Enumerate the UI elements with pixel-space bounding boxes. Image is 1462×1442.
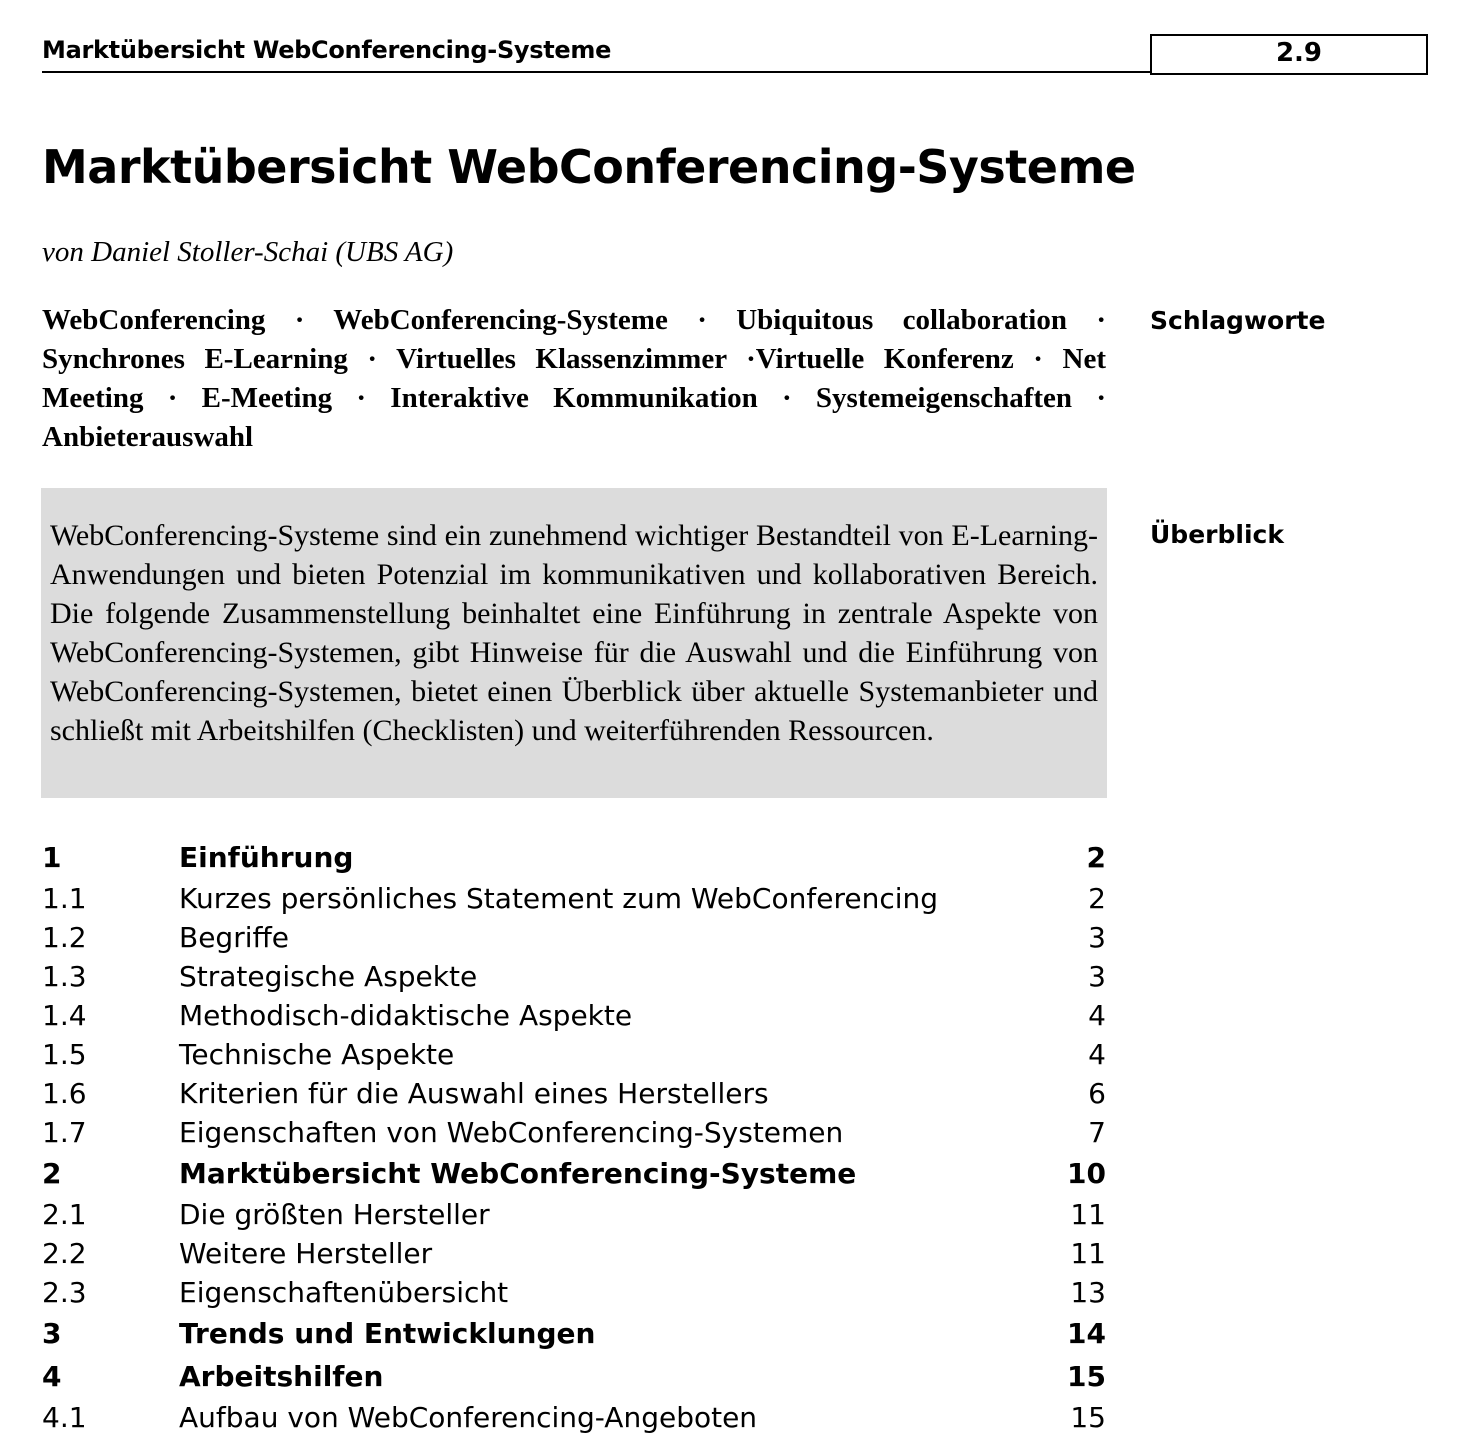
section-number-box	[1150, 34, 1428, 75]
toc-entry[interactable]	[42, 1355, 1106, 1398]
keywords-text: WebConferencing · WebConferencing-Systeme · Ubiquitous collaboration · Synchrones E-Learning · Virtuelles Klassenzimmer ·Virtuelle Konferenz · Net Meeting · E-Meeting · Interaktive Kommunikation · Systemeigenschaften · Anbieterauswahl	[42, 304, 1106, 453]
toc-entry[interactable]	[42, 1312, 1106, 1355]
toc-entry[interactable]	[42, 1273, 1106, 1312]
toc-page: 10	[1067, 1157, 1106, 1190]
toc-title: Eigenschaftenübersicht	[179, 1276, 509, 1309]
toc-entry[interactable]	[42, 1234, 1106, 1273]
toc-entry[interactable]	[42, 1398, 1106, 1437]
toc-title: Marktübersicht WebConferencing-Systeme	[179, 1157, 857, 1190]
toc-page: 11	[1070, 1198, 1106, 1231]
toc-page: 4	[1088, 1038, 1106, 1071]
toc-number: 3	[42, 1317, 62, 1350]
table-of-contents	[42, 836, 1106, 1437]
toc-entry[interactable]	[42, 918, 1106, 957]
toc-entry[interactable]	[42, 1113, 1106, 1152]
toc-number: 4	[42, 1360, 62, 1393]
toc-number: 4.1	[42, 1401, 87, 1434]
toc-page: 15	[1067, 1360, 1106, 1393]
header-rule	[42, 71, 1152, 73]
toc-title: Einführung	[179, 841, 354, 874]
toc-page: 15	[1070, 1401, 1106, 1434]
toc-page: 3	[1088, 960, 1106, 993]
toc-page: 2	[1086, 841, 1106, 874]
toc-page: 3	[1088, 921, 1106, 954]
toc-number: 1.7	[42, 1116, 87, 1149]
toc-entry[interactable]	[42, 1035, 1106, 1074]
toc-title: Eigenschaften von WebConferencing-Systemen	[179, 1116, 844, 1149]
keywords-label: Schlagworte	[1150, 306, 1326, 335]
toc-title: Trends und Entwicklungen	[179, 1317, 596, 1350]
toc-entry[interactable]	[42, 1195, 1106, 1234]
toc-number: 1.2	[42, 921, 87, 954]
toc-title: Strategische Aspekte	[179, 960, 478, 993]
toc-entry[interactable]	[42, 836, 1106, 879]
section-number: 2.9	[1275, 38, 1322, 68]
page-title: Marktübersicht WebConferencing-Systeme	[42, 140, 1136, 194]
toc-number: 1.5	[42, 1038, 87, 1071]
toc-number: 1.3	[42, 960, 87, 993]
toc-entry[interactable]	[42, 957, 1106, 996]
toc-number: 1.4	[42, 999, 87, 1032]
toc-title: Kriterien für die Auswahl eines Herstellers	[179, 1077, 769, 1110]
toc-page: 14	[1067, 1317, 1106, 1350]
toc-number: 2.3	[42, 1276, 87, 1309]
overview-box	[41, 488, 1107, 798]
toc-title: Methodisch-didaktische Aspekte	[179, 999, 633, 1032]
toc-title: Arbeitshilfen	[179, 1360, 384, 1393]
toc-page: 11	[1070, 1237, 1106, 1270]
toc-number: 1.6	[42, 1077, 87, 1110]
toc-title: Die größten Hersteller	[179, 1198, 490, 1231]
overview-text: WebConferencing-Systeme sind ein zunehmend wichtiger Bestandteil von E-Learning-Anwendungen und bieten Potenzial im kommunikativen und kollaborativen Bereich. Die folgende Zusammenstellung beinhaltet eine Einführung in zentrale Aspekte von WebConferencing-Systemen, gibt Hinweise für die Auswahl und die Einführung von WebConferencing-Systemen, bietet einen Überblick über aktuelle Systemanbieter und schließt mit Arbeitshilfen (Checklisten) und weiterführenden Ressourcen.	[50, 519, 1098, 747]
toc-number: 2.1	[42, 1198, 87, 1231]
toc-title: Technische Aspekte	[179, 1038, 455, 1071]
running-header-title: Marktübersicht WebConferencing-Systeme	[42, 36, 612, 64]
overview-label: Überblick	[1150, 520, 1284, 549]
toc-title: Kurzes persönliches Statement zum WebConferencing	[179, 882, 939, 915]
toc-page: 7	[1088, 1116, 1106, 1149]
toc-entry[interactable]	[42, 996, 1106, 1035]
author-line: von Daniel Stoller-Schai (UBS AG)	[42, 236, 454, 268]
toc-title: Weitere Hersteller	[179, 1237, 433, 1270]
toc-page: 6	[1088, 1077, 1106, 1110]
toc-number: 1.1	[42, 882, 87, 915]
toc-page: 4	[1088, 999, 1106, 1032]
toc-title: Aufbau von WebConferencing-Angeboten	[179, 1401, 758, 1434]
toc-entry[interactable]	[42, 879, 1106, 918]
toc-number: 2.2	[42, 1237, 87, 1270]
toc-title: Begriffe	[179, 921, 290, 954]
toc-page: 13	[1070, 1276, 1106, 1309]
toc-number: 2	[42, 1157, 62, 1190]
toc-number: 1	[42, 841, 62, 874]
toc-entry[interactable]	[42, 1074, 1106, 1113]
toc-page: 2	[1088, 882, 1106, 915]
toc-entry[interactable]	[42, 1152, 1106, 1195]
